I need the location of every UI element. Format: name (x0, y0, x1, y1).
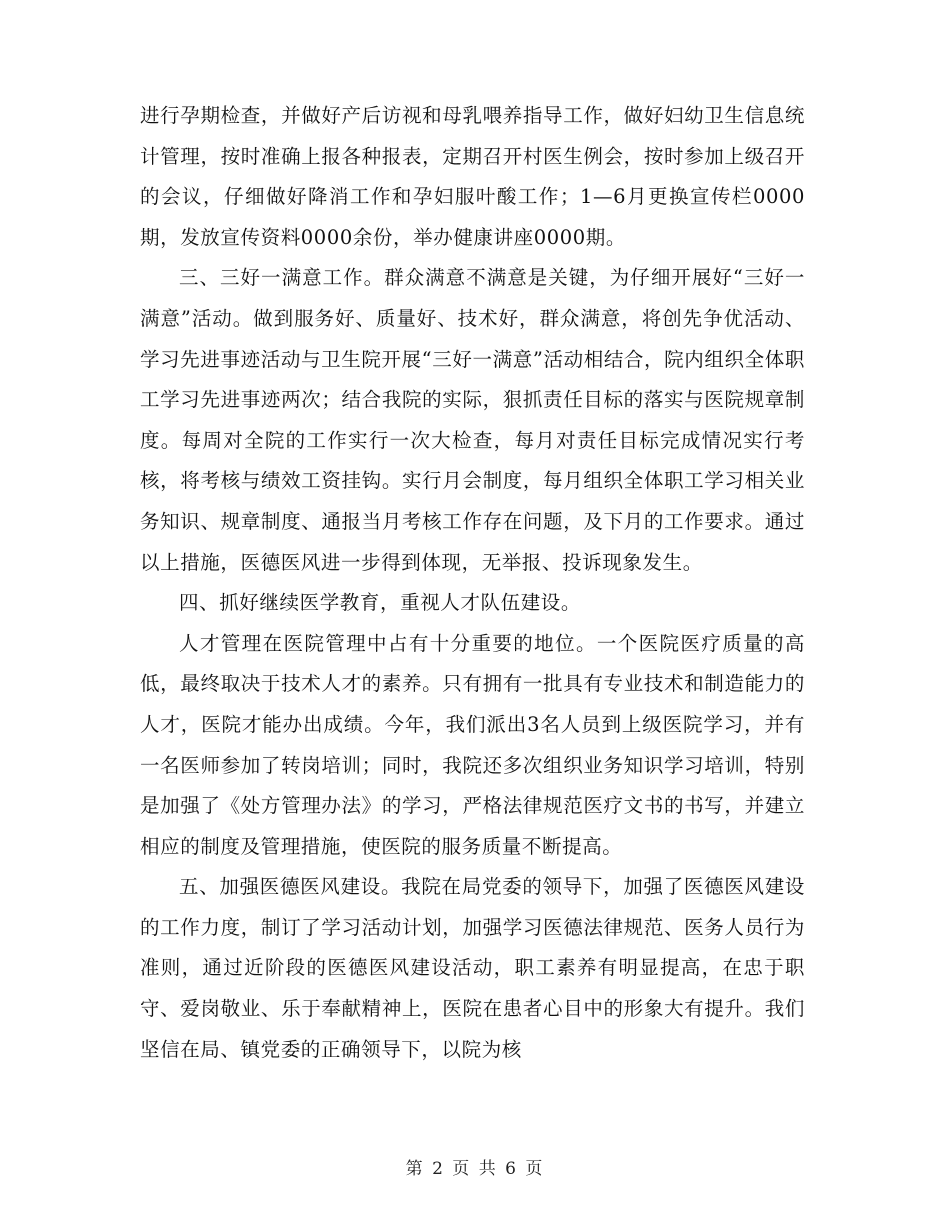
paragraph-3-heading: 四、抓好继续医学教育，重视人才队伍建设。 (179, 591, 582, 615)
footer-total-pages: 6 (505, 1159, 518, 1179)
document-body (140, 96, 805, 1070)
page-footer (0, 1154, 950, 1179)
paragraph-1: 进行孕期检查，并做好产后访视和母乳喂养指导工作，做好妇幼卫生信息统计管理，按时准确上报各种报表，定期召开村医生例会，按时参加上级召开的会议，仔细做好降消工作和孕妇服叶酸工作；1—6月更换宣传栏0000期，发放宣传资料0000余份，举办健康讲座0000期。 (140, 104, 805, 249)
footer-middle: 页 共 (452, 1159, 498, 1179)
footer-suffix: 页 (525, 1159, 545, 1179)
paragraph-4: 人才管理在医院管理中占有十分重要的地位。一个医院医疗质量的高低，最终取决于技术人才的素养。只有拥有一批具有专业技术和制造能力的人才，医院才能办出成绩。今年，我们派出3名人员到上级医院学习，并有一名医师参加了转岗培训；同时，我院还多次组织业务知识学习培训，特别是加强了《处方管理办法》的学习，严格法律规范医疗文书的书写，并建立相应的制度及管理措施，使医院的服务质量不断提高。 (140, 631, 805, 858)
footer-current-page: 2 (432, 1159, 445, 1179)
paragraph-5: 五、加强医德医风建设。我院在局党委的领导下，加强了医德医风建设的工作力度，制订了学习活动计划，加强学习医德法律规范、医务人员行为准则，通过近阶段的医德医风建设活动，职工素养有明显提高，在忠于职守、爱岗敬业、乐于奉献精神上，医院在患者心目中的形象大有提升。我们坚信在局、镇党委的正确领导下，以院为核 (140, 875, 805, 1061)
paragraph-2: 三、三好一满意工作。群众满意不满意是关键，为仔细开展好“三好一满意”活动。做到服务好、质量好、技术好，群众满意，将创先争优活动、学习先进事迹活动与卫生院开展“三好一满意”活动相结合，院内组织全体职工学习先进事迹两次；结合我院的实际，狠抓责任目标的落实与医院规章制度。每周对全院的工作实行一次大检查，每月对责任目标完成情况实行考核，将考核与绩效工资挂钩。实行月会制度，每月组织全体职工学习相关业务知识、规章制度、通报当月考核工作存在问题，及下月的工作要求。通过以上措施，医德医风进一步得到体现，无举报、投诉现象发生。 (140, 266, 805, 574)
footer-prefix: 第 (405, 1159, 425, 1179)
